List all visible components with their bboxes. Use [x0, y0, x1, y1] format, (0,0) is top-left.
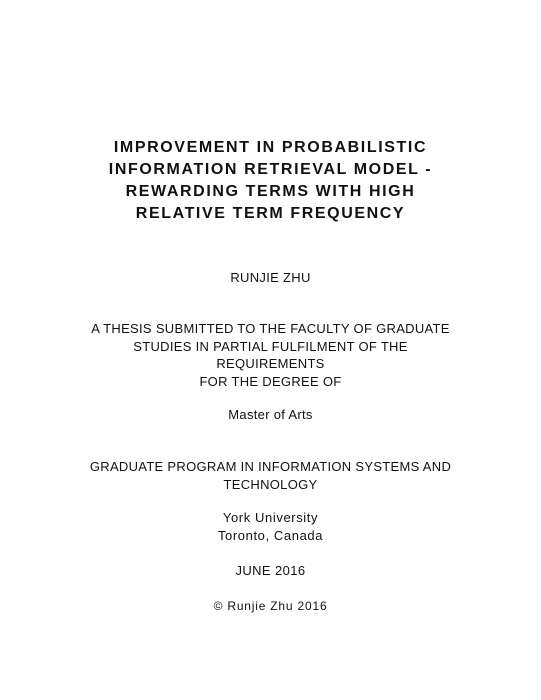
- institution: [40, 509, 501, 545]
- author-name-text: RUNJIE ZHU: [230, 270, 311, 285]
- thesis-title-line: INFORMATION RETRIEVAL MODEL -: [108, 161, 433, 178]
- graduate-program: [40, 458, 501, 493]
- submission-statement-line: REQUIREMENTS: [216, 356, 325, 371]
- degree-name-text: Master of Arts: [228, 407, 313, 422]
- thesis-title-line: REWARDING TERMS WITH HIGH: [125, 183, 416, 200]
- thesis-title-line: RELATIVE TERM FREQUENCY: [135, 205, 406, 222]
- submission-date-text: JUNE 2016: [235, 563, 306, 578]
- university-name: York University: [222, 510, 319, 525]
- university-location: Toronto, Canada: [217, 528, 324, 543]
- author-name: [40, 269, 501, 287]
- submission-statement-line: FOR THE DEGREE OF: [199, 373, 342, 389]
- copyright-notice-text: © Runjie Zhu 2016: [213, 599, 328, 613]
- graduate-program-line: TECHNOLOGY: [223, 476, 318, 492]
- submission-statement-line: STUDIES IN PARTIAL FULFILMENT OF THE: [133, 338, 408, 354]
- submission-date: [40, 562, 501, 580]
- degree-name: [40, 406, 501, 424]
- thesis-title-line: IMPROVEMENT IN PROBABILISTIC: [113, 139, 428, 156]
- submission-statement-line: A THESIS SUBMITTED TO THE FACULTY OF GRADUATE: [91, 321, 450, 336]
- submission-statement: [40, 320, 501, 390]
- copyright-notice: [40, 597, 501, 615]
- thesis-title: [40, 137, 501, 225]
- graduate-program-line: GRADUATE PROGRAM IN INFORMATION SYSTEMS AND: [89, 459, 452, 474]
